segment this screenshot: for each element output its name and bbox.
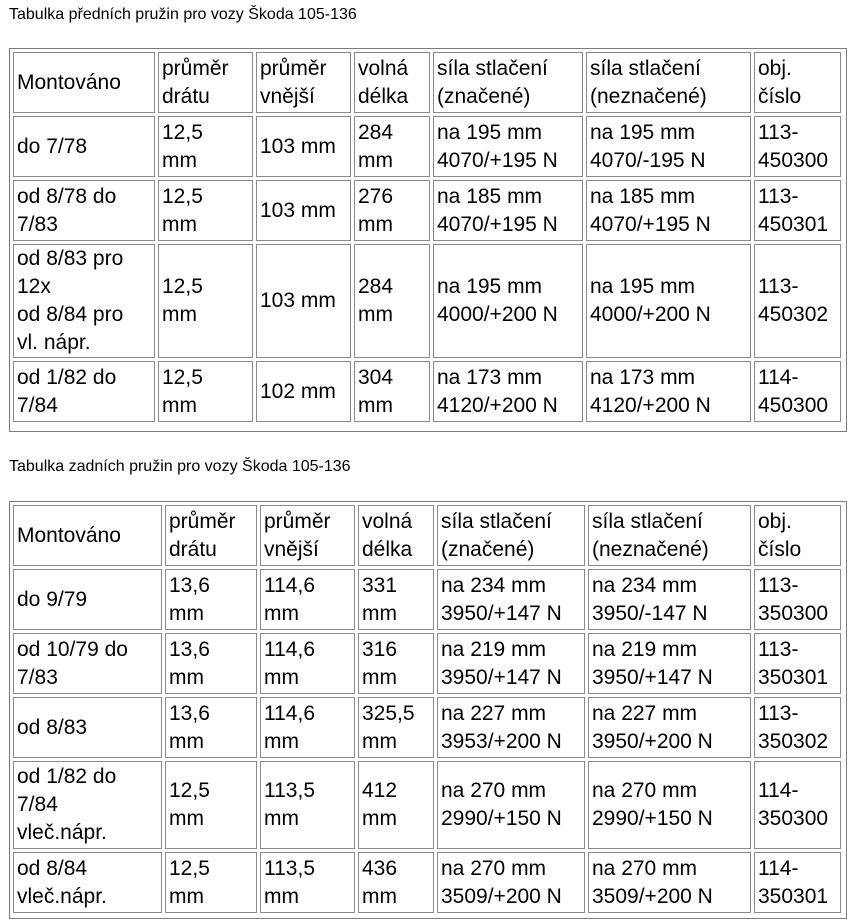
cell-outer-diameter <box>256 244 351 358</box>
cell-text-line: 12,5 <box>169 779 210 802</box>
cell-text-line: mm <box>162 303 197 326</box>
cell-text-line: 4070/+195 N <box>437 148 558 172</box>
cell-text-line: mm <box>169 729 204 753</box>
cell-text-line: mm <box>358 393 393 417</box>
cell-force-marked <box>437 761 585 849</box>
header-cell-outer-diameter <box>256 52 351 113</box>
cell-text-line: 4120/+200 N <box>437 393 558 417</box>
cell-text-line: od 8/84 <box>17 856 88 880</box>
header-cell-wire-diameter <box>158 52 253 113</box>
cell-order-number <box>754 244 841 358</box>
cell-text-line: 7/84 <box>17 393 58 417</box>
rear-springs-table <box>10 502 844 916</box>
cell-mounted <box>13 697 162 758</box>
cell-text-line: na 219 mm <box>441 637 547 661</box>
cell-text-line: 113- <box>758 275 799 298</box>
header-cell-mounted <box>13 505 162 566</box>
cell-text-line: 4000/+200 N <box>590 303 711 326</box>
header-cell-force-marked <box>437 505 585 566</box>
cell-text-line: volná <box>362 509 413 533</box>
cell-text-line: 103 mm <box>260 198 336 222</box>
cell-text-line: drátu <box>162 84 210 108</box>
cell-text-line: vnější <box>264 537 319 561</box>
cell-text-line: průměr <box>264 509 331 533</box>
cell-force-marked <box>433 361 583 422</box>
cell-text-line: 4120/+200 N <box>590 393 711 417</box>
cell-order-number <box>754 633 841 694</box>
cell-free-length <box>358 697 434 758</box>
cell-text-line: 113,5 <box>264 779 315 802</box>
cell-text-line: síla stlačení <box>441 509 552 533</box>
cell-order-number <box>754 761 841 849</box>
cell-text-line: průměr <box>260 56 327 80</box>
cell-text-line: mm <box>264 665 299 689</box>
cell-text-line: 2990/+150 N <box>592 807 713 830</box>
cell-force-unmarked <box>586 116 751 177</box>
cell-text-line: 3950/+147 N <box>441 601 562 625</box>
cell-text-line: 4070/+195 N <box>590 212 711 236</box>
cell-text-line: na 270 mm <box>592 856 698 880</box>
cell-order-number <box>754 116 841 177</box>
cell-text-line: číslo <box>758 537 802 561</box>
cell-text-line: vleč.nápr. <box>17 821 107 844</box>
cell-text-line: 2990/+150 N <box>441 807 562 830</box>
cell-text-line: mm <box>358 148 393 172</box>
cell-free-length <box>354 244 430 358</box>
cell-text-line: na 185 mm <box>590 184 696 208</box>
cell-force-marked <box>437 697 585 758</box>
cell-text-line: mm <box>362 729 397 753</box>
cell-wire-diameter <box>165 852 257 913</box>
cell-text-line: od 10/79 do <box>17 637 128 661</box>
cell-text-line: 114,6 <box>264 701 315 725</box>
cell-text-line: mm <box>169 665 204 689</box>
cell-mounted <box>13 569 162 630</box>
cell-wire-diameter <box>158 361 253 422</box>
cell-order-number <box>754 569 841 630</box>
cell-text-line: 284 <box>358 275 394 298</box>
cell-text-line: vnější <box>260 84 315 108</box>
cell-text-line: 12,5 <box>162 120 203 144</box>
cell-force-unmarked <box>586 244 751 358</box>
cell-text-line: 12,5 <box>162 365 203 389</box>
cell-text-line: 350301 <box>758 884 829 908</box>
cell-wire-diameter <box>165 761 257 849</box>
cell-text-line: mm <box>362 884 397 908</box>
cell-text-line: 103 mm <box>260 134 336 158</box>
cell-text-line: na 219 mm <box>592 637 698 661</box>
header-cell-free-length <box>354 52 430 113</box>
cell-text-line: na 270 mm <box>592 779 698 802</box>
cell-text-line: mm <box>264 601 299 625</box>
cell-text-line: od 1/82 do <box>17 765 117 788</box>
cell-text-line: 114- <box>758 856 799 880</box>
cell-text-line: 450300 <box>758 148 829 172</box>
table-row <box>13 852 841 913</box>
cell-text-line: 3950/+200 N <box>592 729 713 753</box>
rear-springs-table-frame <box>9 501 847 919</box>
front-springs-table-caption: Tabulka předních pružin pro vozy Škoda 105-136 <box>9 6 357 23</box>
table-row <box>13 633 841 694</box>
cell-mounted <box>13 244 155 358</box>
table-row <box>13 361 841 422</box>
cell-text-line: 12,5 <box>169 856 210 880</box>
cell-wire-diameter <box>165 633 257 694</box>
cell-text-line: 13,6 <box>169 637 210 661</box>
cell-order-number <box>754 361 841 422</box>
cell-text-line: 284 <box>358 120 394 144</box>
cell-text-line: Montováno <box>17 70 121 94</box>
cell-text-line: na 185 mm <box>437 184 543 208</box>
cell-text-line: 350300 <box>758 807 829 830</box>
header-cell-order-number <box>754 52 841 113</box>
table-row <box>13 697 841 758</box>
cell-text-line: 316 <box>362 637 398 661</box>
cell-text-line: na 173 mm <box>590 365 696 389</box>
table-row <box>13 761 841 849</box>
cell-mounted <box>13 361 155 422</box>
cell-force-marked <box>433 244 583 358</box>
cell-force-marked <box>433 116 583 177</box>
cell-text-line: 12,5 <box>162 275 203 298</box>
cell-text-line: 103 mm <box>260 289 336 312</box>
cell-text-line: 331 <box>362 573 398 597</box>
cell-force-unmarked <box>588 761 751 849</box>
cell-wire-diameter <box>158 180 253 241</box>
cell-text-line: 113- <box>758 573 799 597</box>
cell-text-line: 3950/+147 N <box>592 665 713 689</box>
cell-text-line: od 1/82 do <box>17 365 117 389</box>
cell-text-line: průměr <box>162 56 229 80</box>
cell-outer-diameter <box>260 852 355 913</box>
cell-text-line: na 173 mm <box>437 365 543 389</box>
cell-text-line: 113- <box>758 637 799 661</box>
cell-text-line: od 8/84 pro <box>17 303 124 326</box>
cell-text-line: mm <box>162 148 197 172</box>
cell-free-length <box>358 569 434 630</box>
cell-text-line: 114- <box>758 779 799 802</box>
cell-outer-diameter <box>260 697 355 758</box>
cell-text-line: 450300 <box>758 393 829 417</box>
cell-order-number <box>754 852 841 913</box>
cell-text-line: 12,5 <box>162 184 203 208</box>
cell-text-line: síla stlačení <box>437 56 548 80</box>
cell-text-line: mm <box>162 393 197 417</box>
cell-text-line: 3953/+200 N <box>441 729 562 753</box>
cell-free-length <box>354 116 430 177</box>
cell-text-line: mm <box>362 665 397 689</box>
cell-text-line: (značené) <box>437 84 531 108</box>
header-cell-wire-diameter <box>165 505 257 566</box>
cell-wire-diameter <box>165 569 257 630</box>
cell-force-unmarked <box>586 180 751 241</box>
cell-text-line: 102 mm <box>260 379 336 403</box>
cell-free-length <box>354 180 430 241</box>
cell-free-length <box>358 761 434 849</box>
cell-force-unmarked <box>588 569 751 630</box>
cell-text-line: vl. nápr. <box>17 331 91 354</box>
cell-order-number <box>754 180 841 241</box>
cell-text-line: Montováno <box>17 523 121 547</box>
cell-text-line: 4070/-195 N <box>590 148 706 172</box>
cell-text-line: 304 <box>358 365 394 389</box>
cell-text-line: na 195 mm <box>437 275 543 298</box>
cell-text-line: na 227 mm <box>592 701 698 725</box>
cell-free-length <box>358 633 434 694</box>
cell-text-line: drátu <box>169 537 217 561</box>
rear-springs-table-caption: Tabulka zadních pružin pro vozy Škoda 105-136 <box>9 458 351 475</box>
cell-text-line: mm <box>264 884 299 908</box>
cell-text-line: 113- <box>758 120 799 144</box>
cell-text-line: mm <box>358 303 393 326</box>
cell-text-line: 325,5 <box>362 701 415 725</box>
table-row <box>13 180 841 241</box>
cell-text-line: 276 <box>358 184 394 208</box>
cell-force-marked <box>437 569 585 630</box>
cell-text-line: 113,5 <box>264 856 315 880</box>
cell-text-line: síla stlačení <box>590 56 701 80</box>
cell-text-line: na 195 mm <box>590 120 696 144</box>
cell-text-line: na 195 mm <box>590 275 696 298</box>
cell-mounted <box>13 852 162 913</box>
table-row <box>13 244 841 358</box>
cell-free-length <box>354 361 430 422</box>
cell-force-marked <box>437 852 585 913</box>
cell-text-line: délka <box>362 537 413 561</box>
cell-text-line: 12x <box>17 275 51 298</box>
cell-text-line: 3509/+200 N <box>592 884 713 908</box>
cell-text-line: 350300 <box>758 601 829 625</box>
cell-text-line: mm <box>169 884 204 908</box>
cell-text-line: na 270 mm <box>441 856 547 880</box>
cell-text-line: mm <box>362 807 397 830</box>
cell-wire-diameter <box>165 697 257 758</box>
cell-text-line: volná <box>358 56 409 80</box>
cell-text-line: 7/84 <box>17 793 58 816</box>
cell-text-line: od 8/78 do <box>17 184 117 208</box>
cell-text-line: 4000/+200 N <box>437 303 558 326</box>
cell-force-unmarked <box>588 852 751 913</box>
cell-text-line: mm <box>358 212 393 236</box>
cell-text-line: 4070/+195 N <box>437 212 558 236</box>
cell-wire-diameter <box>158 244 253 358</box>
cell-outer-diameter <box>260 633 355 694</box>
cell-text-line: obj. <box>758 56 792 80</box>
cell-force-unmarked <box>588 697 751 758</box>
header-cell-force-marked <box>433 52 583 113</box>
cell-wire-diameter <box>158 116 253 177</box>
cell-text-line: 3509/+200 N <box>441 884 562 908</box>
header-cell-mounted <box>13 52 155 113</box>
cell-text-line: (neznačené) <box>592 537 709 561</box>
front-springs-table-frame <box>9 48 847 432</box>
table-header-row <box>13 52 841 113</box>
cell-text-line: 13,6 <box>169 573 210 597</box>
cell-text-line: mm <box>169 807 204 830</box>
cell-text-line: od 8/83 pro <box>17 247 124 270</box>
cell-free-length <box>358 852 434 913</box>
cell-text-line: 450301 <box>758 212 829 236</box>
cell-text-line: do 7/78 <box>17 134 88 158</box>
cell-text-line: 114- <box>758 365 799 389</box>
cell-text-line: obj. <box>758 509 792 533</box>
cell-text-line: 13,6 <box>169 701 210 725</box>
cell-force-unmarked <box>588 633 751 694</box>
cell-text-line: (značené) <box>441 537 535 561</box>
cell-text-line: mm <box>264 729 299 753</box>
cell-text-line: do 9/79 <box>17 587 88 611</box>
cell-outer-diameter <box>256 361 351 422</box>
cell-text-line: od 8/83 <box>17 715 88 739</box>
cell-mounted <box>13 633 162 694</box>
cell-outer-diameter <box>260 569 355 630</box>
header-cell-force-unmarked <box>586 52 751 113</box>
cell-text-line: 7/83 <box>17 665 58 689</box>
cell-text-line: na 195 mm <box>437 120 543 144</box>
cell-text-line: 3950/-147 N <box>592 601 708 625</box>
cell-outer-diameter <box>256 180 351 241</box>
header-cell-order-number <box>754 505 841 566</box>
cell-text-line: na 234 mm <box>441 573 547 597</box>
cell-outer-diameter <box>256 116 351 177</box>
cell-text-line: mm <box>162 212 197 236</box>
cell-text-line: 436 <box>362 856 398 880</box>
cell-order-number <box>754 697 841 758</box>
cell-text-line: 114,6 <box>264 573 315 597</box>
cell-text-line: na 234 mm <box>592 573 698 597</box>
cell-text-line: síla stlačení <box>592 509 703 533</box>
table-header-row <box>13 505 841 566</box>
cell-mounted <box>13 761 162 849</box>
cell-text-line: délka <box>358 84 409 108</box>
cell-text-line: mm <box>362 601 397 625</box>
cell-force-unmarked <box>586 361 751 422</box>
cell-outer-diameter <box>260 761 355 849</box>
cell-text-line: mm <box>264 807 299 830</box>
cell-text-line: 114,6 <box>264 637 315 661</box>
header-cell-free-length <box>358 505 434 566</box>
cell-mounted <box>13 116 155 177</box>
cell-text-line: na 270 mm <box>441 779 547 802</box>
cell-text-line: 350301 <box>758 665 829 689</box>
cell-text-line: mm <box>169 601 204 625</box>
cell-text-line: na 227 mm <box>441 701 547 725</box>
table-row <box>13 569 841 630</box>
cell-text-line: (neznačené) <box>590 84 707 108</box>
front-springs-table <box>10 49 844 425</box>
header-cell-outer-diameter <box>260 505 355 566</box>
cell-text-line: 412 <box>362 779 398 802</box>
cell-text-line: 350302 <box>758 729 829 753</box>
cell-mounted <box>13 180 155 241</box>
cell-text-line: 113- <box>758 184 799 208</box>
table-row <box>13 116 841 177</box>
cell-text-line: průměr <box>169 509 236 533</box>
cell-text-line: 7/83 <box>17 212 58 236</box>
header-cell-force-unmarked <box>588 505 751 566</box>
cell-text-line: vleč.nápr. <box>17 884 107 908</box>
cell-force-marked <box>433 180 583 241</box>
cell-text-line: 450302 <box>758 303 829 326</box>
cell-text-line: 113- <box>758 701 799 725</box>
cell-force-marked <box>437 633 585 694</box>
cell-text-line: 3950/+147 N <box>441 665 562 689</box>
cell-text-line: číslo <box>758 84 802 108</box>
